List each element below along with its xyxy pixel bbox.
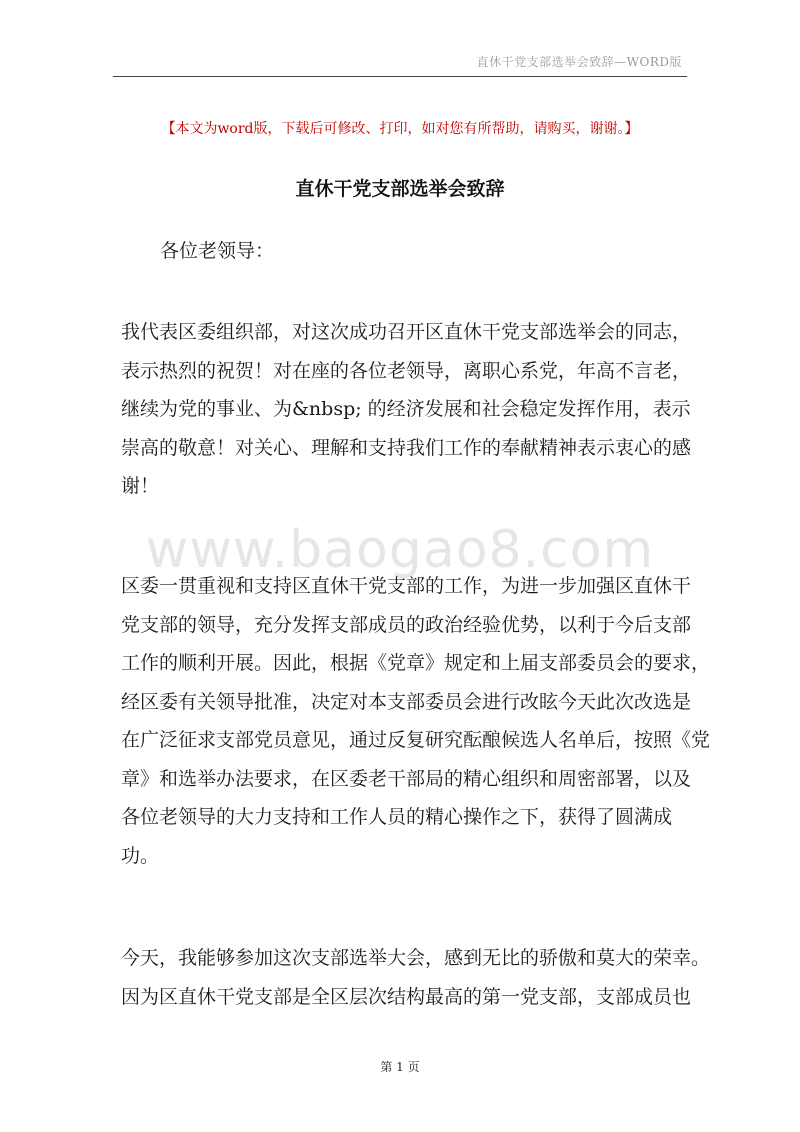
header-title: 直休干党支部选举会致辞—WORD版 [476,55,682,69]
paragraph-line: 因为区直休干党支部是全区层次结构最高的第一党支部，支部成员也 [121,985,692,1008]
paragraph-line: 谢！ [121,475,160,497]
paragraph-line: 区委一贯重视和支持区直休干党支部的工作，为进一步加强区直休干 [121,575,692,597]
paragraph-line: 经区委有关领导批准，决定对本支部委员会进行改眩今天此次改选是 [121,690,692,713]
paragraph-line: 工作的顺利开展。因此，根据《党章》规定和上届支部委员会的要求， [121,652,711,674]
paragraph-3 [121,939,711,1016]
paragraph-line: 我代表区委组织部，对这次成功召开区直休干党支部选举会的同志， [121,321,692,343]
page-number: 第 1 页 [380,1060,420,1074]
paragraph-1 [121,313,692,506]
greeting: 各位老领导： [160,240,275,262]
header-divider [113,76,687,77]
paragraph-line: 在广泛征求支部党员意见，通过反复研究酝酿候选人名单后，按照《党 [121,729,711,751]
paragraph-line: 继续为党的事业、为&nbsp; 的经济发展和社会稳定发挥作用，表示 [121,398,691,420]
paragraph-2 [121,567,711,875]
paragraph-line: 章》和选举办法要求，在区委老干部局的精心组织和周密部署，以及 [121,767,692,790]
paragraph-line: 表示热烈的祝贺！对在座的各位老领导，离职心系党，年高不言老， [121,359,692,382]
watermark: www.baogao8.com [145,520,655,580]
paragraph-line: 崇高的敬意！对关心、理解和支持我们工作的奉献精神表示衷心的感 [121,436,692,459]
paragraph-line: 党支部的领导，充分发挥支部成员的政治经验优势，以利于今后支部 [121,613,692,636]
paragraph-line: 功。 [121,844,160,867]
paragraph-line: 今天，我能够参加这次支部选举大会，感到无比的骄傲和莫大的荣幸。 [121,947,711,969]
document-title: 直休干党支部选举会致辞 [295,178,505,200]
purchase-notice: 【本文为word版，下载后可修改、打印，如对您有所帮助，请购买，谢谢。】 [161,121,639,137]
paragraph-line: 各位老领导的大力支持和工作人员的精心操作之下，获得了圆满成 [121,806,673,828]
